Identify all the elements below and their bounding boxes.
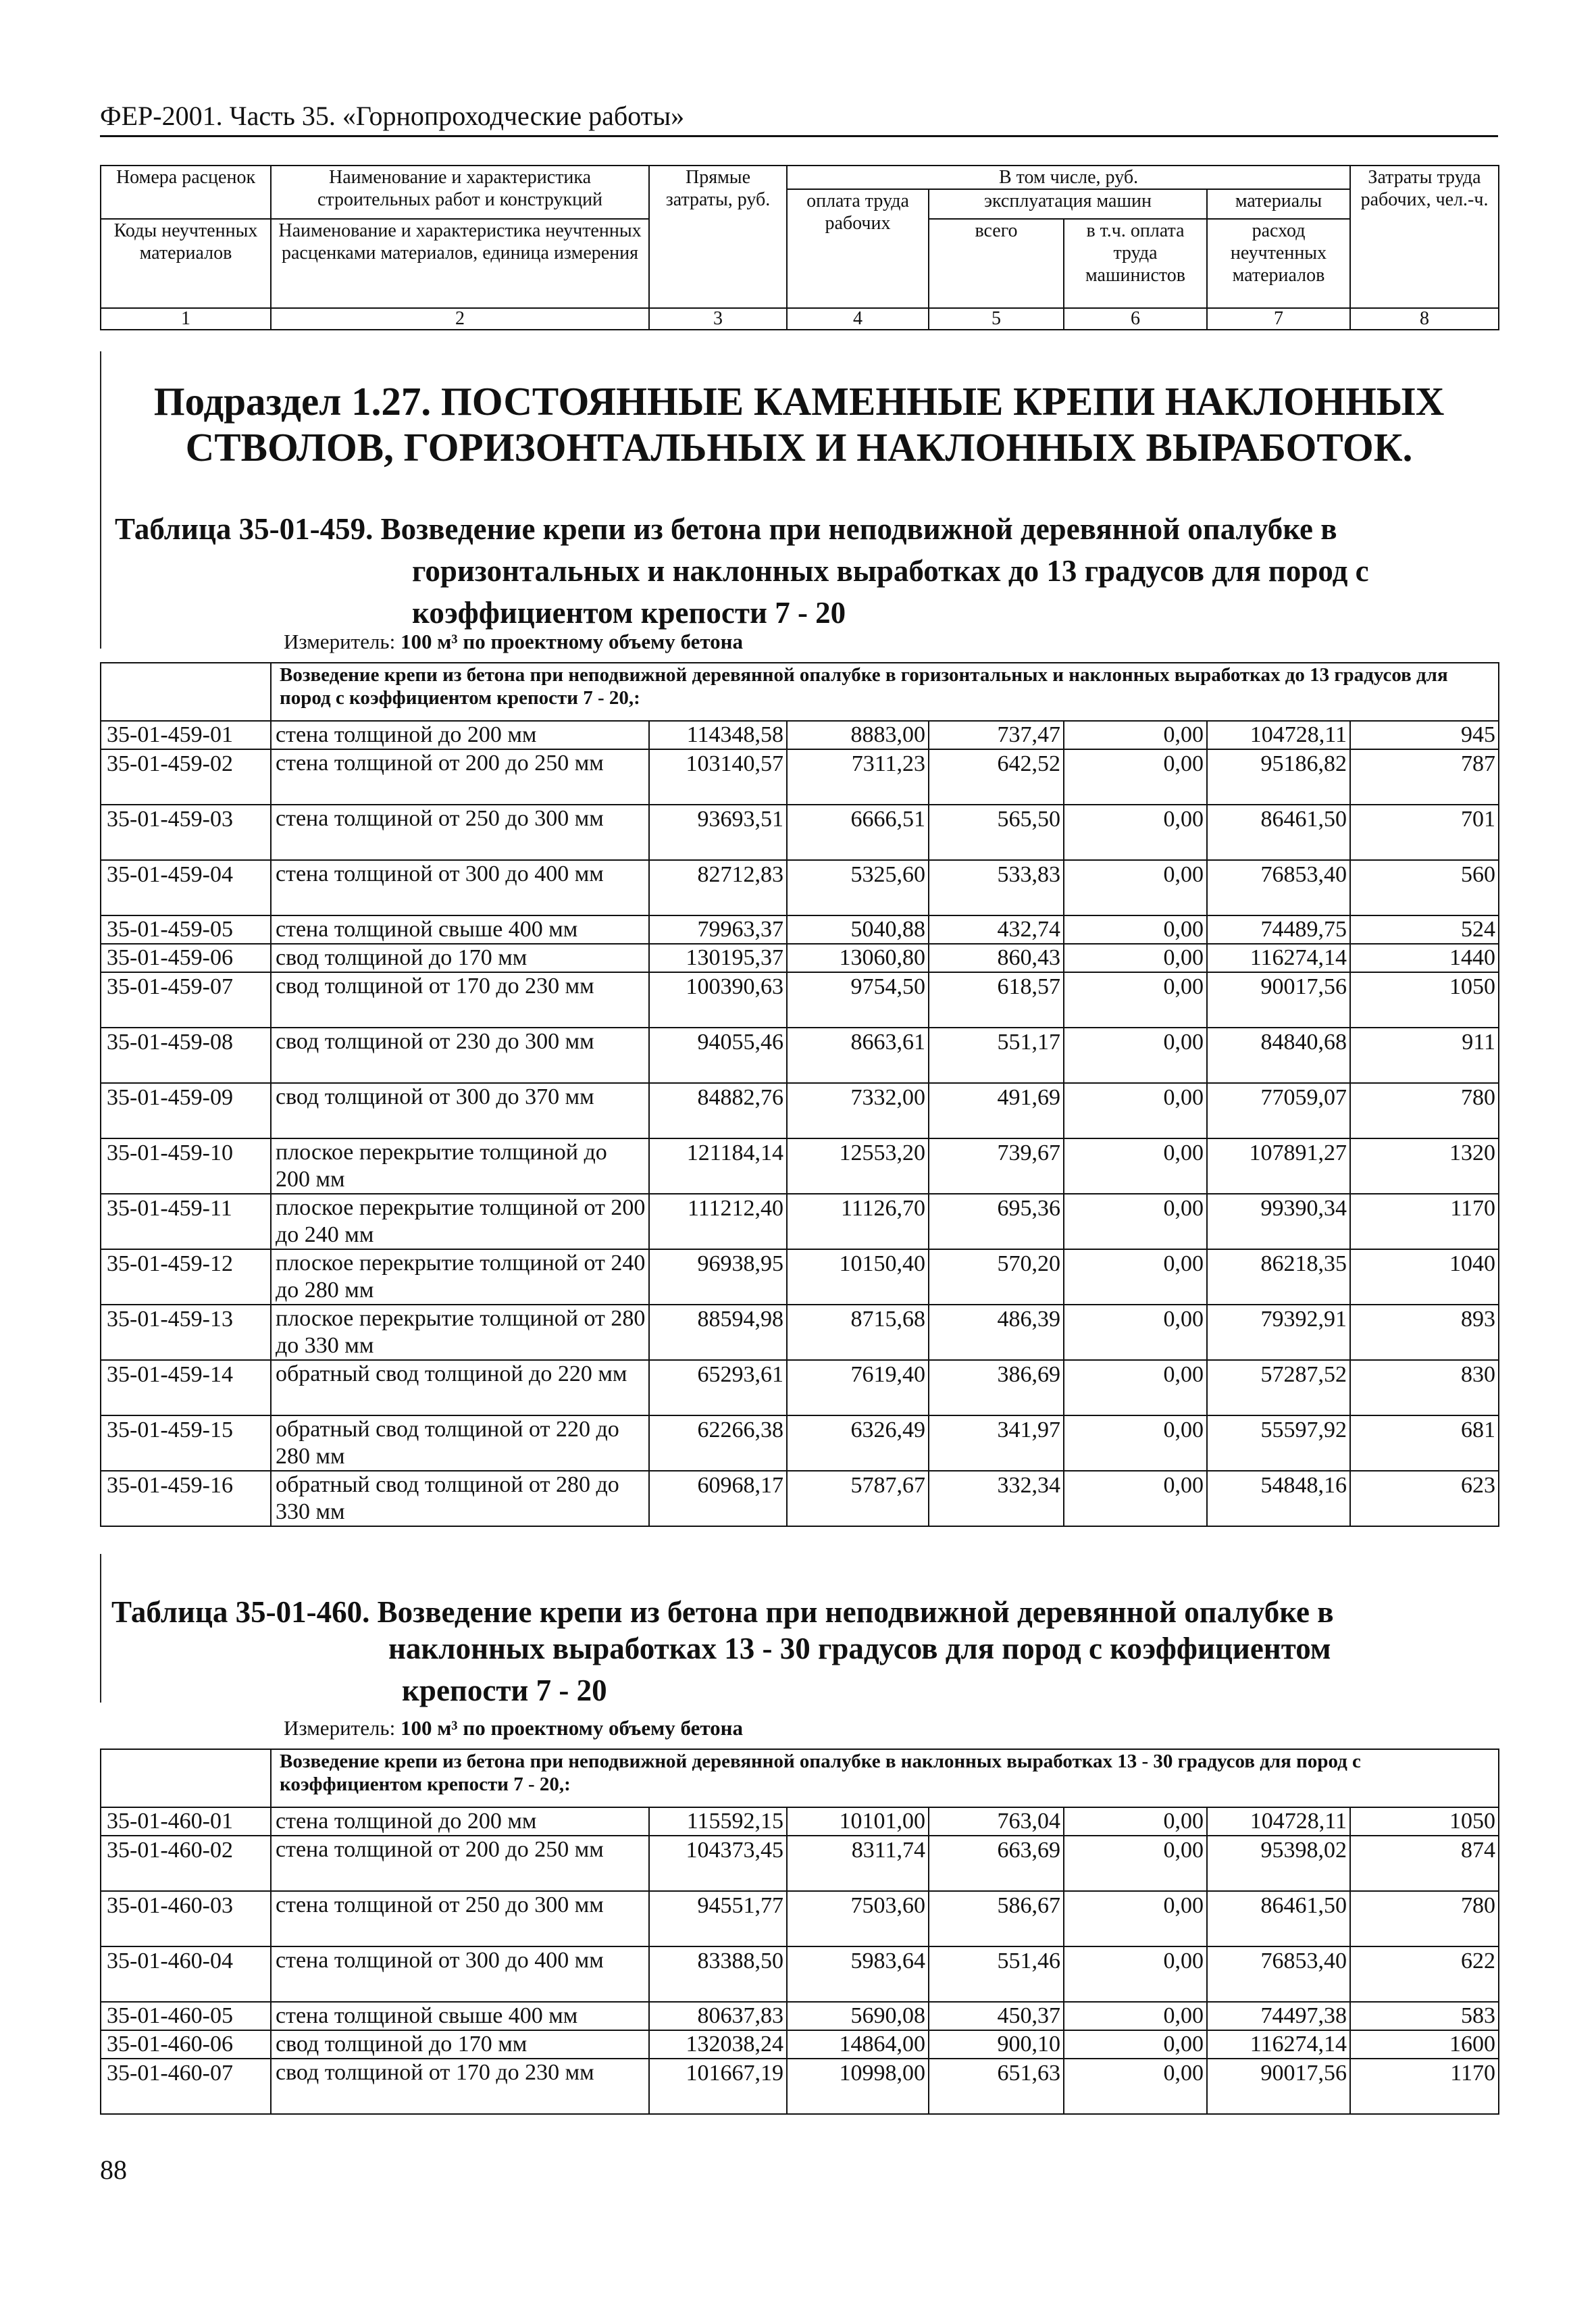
machine-cost: 695,36: [929, 1194, 1064, 1249]
direct-cost: 115592,15: [649, 1807, 787, 1836]
rate-code: 35-01-459-04: [101, 860, 271, 915]
operator-labor-cost: 0,00: [1064, 1083, 1207, 1138]
operator-labor-cost: 0,00: [1064, 1305, 1207, 1360]
rate-code: 35-01-460-02: [101, 1836, 271, 1891]
operator-labor-cost: 0,00: [1064, 1360, 1207, 1415]
labor-hours: 701: [1350, 805, 1499, 860]
operator-labor-cost: 0,00: [1064, 1946, 1207, 2002]
table-row: [101, 1807, 1499, 1836]
labor-cost: 5787,67: [787, 1471, 929, 1526]
table-460-group-title: Возведение крепи из бетона при неподвижной деревянной опалубке в наклонных выработках 13 - 30 градусов для пород с коэффициентом крепости 7 - 20,:: [271, 1749, 1499, 1807]
direct-cost: 111212,40: [649, 1194, 787, 1249]
labor-hours: 780: [1350, 1083, 1499, 1138]
labor-hours: 874: [1350, 1836, 1499, 1891]
machine-cost: 332,34: [929, 1471, 1064, 1526]
rate-code: 35-01-459-09: [101, 1083, 271, 1138]
machine-cost: 486,39: [929, 1305, 1064, 1360]
table-459-title-line3: коэффициентом крепости 7 - 20: [412, 596, 846, 630]
col6-header: в т.ч. оплата труда машинистов: [1064, 219, 1207, 308]
col1-header-top: Номера расценок: [101, 166, 271, 219]
group-header: В том числе, руб.: [787, 166, 1350, 189]
table-459-group-title: Возведение крепи из бетона при неподвижной деревянной опалубке в горизонтальных и наклонных выработках до 13 градусов для пород с коэффициентом крепости 7 - 20,:: [271, 663, 1499, 721]
operator-labor-cost: 0,00: [1064, 721, 1207, 749]
col-number: 4: [787, 308, 929, 330]
labor-hours: 681: [1350, 1415, 1499, 1471]
machine-cost: 737,47: [929, 721, 1064, 749]
materials-cost: 54848,16: [1207, 1471, 1350, 1526]
col1-header-bottom: Коды неучтенных материалов: [101, 219, 271, 308]
table-row: [101, 860, 1499, 915]
group-code-cell: [101, 1749, 271, 1807]
table-row: [101, 944, 1499, 972]
operator-labor-cost: 0,00: [1064, 1194, 1207, 1249]
table-460-title-line3: крепости 7 - 20: [402, 1674, 607, 1707]
work-description: свод толщиной от 230 до 300 мм: [271, 1028, 649, 1083]
materials-cost: 84840,68: [1207, 1028, 1350, 1083]
work-description: стена толщиной от 200 до 250 мм: [271, 749, 649, 805]
table-row: [101, 1946, 1499, 2002]
col8-header: Затраты труда рабочих, чел.-ч.: [1350, 166, 1499, 308]
direct-cost: 93693,51: [649, 805, 787, 860]
work-description: свод толщиной до 170 мм: [271, 944, 649, 972]
direct-cost: 100390,63: [649, 972, 787, 1028]
labor-cost: 7619,40: [787, 1360, 929, 1415]
subsection-title: Подраздел 1.27. ПОСТОЯННЫЕ КАМЕННЫЕ КРЕПИ НАКЛОННЫХ СТВОЛОВ, ГОРИЗОНТАЛЬНЫХ И НАКЛОННЫХ ВЫРАБОТОК.: [153, 379, 1445, 470]
col7-header: расход неучтенных материалов: [1207, 219, 1350, 308]
rate-code: 35-01-459-05: [101, 915, 271, 944]
rate-code: 35-01-459-06: [101, 944, 271, 972]
direct-cost: 104373,45: [649, 1836, 787, 1891]
rate-code: 35-01-459-13: [101, 1305, 271, 1360]
labor-cost: 5983,64: [787, 1946, 929, 2002]
labor-hours: 780: [1350, 1891, 1499, 1946]
work-description: стена толщиной от 300 до 400 мм: [271, 1946, 649, 2002]
column-header-table: [100, 165, 1499, 330]
direct-cost: 94551,77: [649, 1891, 787, 1946]
table-row: [101, 972, 1499, 1028]
labor-hours: 1050: [1350, 972, 1499, 1028]
direct-cost: 96938,95: [649, 1249, 787, 1305]
materials-cost: 104728,11: [1207, 1807, 1350, 1836]
materials-cost: 95186,82: [1207, 749, 1350, 805]
table-459-measure: [284, 630, 743, 654]
col3-header: Прямые затраты, руб.: [649, 166, 787, 308]
rate-code: 35-01-459-08: [101, 1028, 271, 1083]
machine-cost: 432,74: [929, 915, 1064, 944]
direct-cost: 130195,37: [649, 944, 787, 972]
table-row: [101, 1471, 1499, 1526]
work-description: плоское перекрытие толщиной до 200 мм: [271, 1138, 649, 1194]
labor-cost: 5040,88: [787, 915, 929, 944]
col-number: 7: [1207, 308, 1350, 330]
materials-cost: 86461,50: [1207, 1891, 1350, 1946]
direct-cost: 121184,14: [649, 1138, 787, 1194]
labor-hours: 945: [1350, 721, 1499, 749]
rate-code: 35-01-460-05: [101, 2002, 271, 2030]
table-row: [101, 1249, 1499, 1305]
materials-cost: 95398,02: [1207, 1836, 1350, 1891]
operator-labor-cost: 0,00: [1064, 944, 1207, 972]
labor-hours: 583: [1350, 2002, 1499, 2030]
machines-header: эксплуатация машин: [929, 189, 1207, 219]
rate-code: 35-01-459-02: [101, 749, 271, 805]
labor-cost: 10998,00: [787, 2059, 929, 2114]
materials-cost: 116274,14: [1207, 944, 1350, 972]
machine-cost: 860,43: [929, 944, 1064, 972]
work-description: стена толщиной свыше 400 мм: [271, 2002, 649, 2030]
col-number: 1: [101, 308, 271, 330]
materials-cost: 116274,14: [1207, 2030, 1350, 2059]
labor-hours: 1170: [1350, 1194, 1499, 1249]
work-description: стена толщиной до 200 мм: [271, 1807, 649, 1836]
machine-cost: 565,50: [929, 805, 1064, 860]
table-460-title: [111, 1591, 1496, 1719]
group-code-cell: [101, 663, 271, 721]
direct-cost: 94055,46: [649, 1028, 787, 1083]
table-row: [101, 1891, 1499, 1946]
materials-cost: 74497,38: [1207, 2002, 1350, 2030]
operator-labor-cost: 0,00: [1064, 972, 1207, 1028]
labor-cost: 14864,00: [787, 2030, 929, 2059]
labor-cost: 9754,50: [787, 972, 929, 1028]
measure-label: Измеритель:: [284, 1716, 396, 1740]
table-460-measure: [284, 1716, 743, 1740]
labor-cost: 10150,40: [787, 1249, 929, 1305]
table-row: [101, 1028, 1499, 1083]
table-459-title-line1: Таблица 35-01-459. Возведение крепи из бетона при неподвижной деревянной опалубке в: [115, 512, 1337, 546]
operator-labor-cost: 0,00: [1064, 1138, 1207, 1194]
table-row: [101, 2002, 1499, 2030]
materials-cost: 77059,07: [1207, 1083, 1350, 1138]
work-description: свод толщиной от 170 до 230 мм: [271, 972, 649, 1028]
operator-labor-cost: 0,00: [1064, 2030, 1207, 2059]
materials-header: материалы: [1207, 189, 1350, 219]
direct-cost: 83388,50: [649, 1946, 787, 2002]
operator-labor-cost: 0,00: [1064, 1807, 1207, 1836]
labor-cost: 8311,74: [787, 1836, 929, 1891]
operator-labor-cost: 0,00: [1064, 1249, 1207, 1305]
labor-hours: 911: [1350, 1028, 1499, 1083]
materials-cost: 107891,27: [1207, 1138, 1350, 1194]
labor-cost: 5690,08: [787, 2002, 929, 2030]
work-description: свод толщиной от 300 до 370 мм: [271, 1083, 649, 1138]
direct-cost: 62266,38: [649, 1415, 787, 1471]
work-description: стена толщиной свыше 400 мм: [271, 915, 649, 944]
direct-cost: 82712,83: [649, 860, 787, 915]
table-460: [100, 1749, 1499, 2115]
table-row: [101, 721, 1499, 749]
table-row: [101, 2030, 1499, 2059]
col-number: 8: [1350, 308, 1499, 330]
materials-cost: 90017,56: [1207, 972, 1350, 1028]
table-459-title-line2: горизонтальных и наклонных выработках до 13 градусов для пород с: [412, 554, 1369, 588]
work-description: стена толщиной от 250 до 300 мм: [271, 1891, 649, 1946]
materials-cost: 76853,40: [1207, 860, 1350, 915]
work-description: стена толщиной от 250 до 300 мм: [271, 805, 649, 860]
machine-cost: 900,10: [929, 2030, 1064, 2059]
table-row: [101, 1415, 1499, 1471]
col2-header-bottom: Наименование и характеристика неучтенных расценками материалов, единица измерения: [271, 219, 649, 308]
rate-code: 35-01-459-14: [101, 1360, 271, 1415]
measure-value: 100 м³ по проектному объему бетона: [400, 1716, 744, 1740]
work-description: плоское перекрытие толщиной от 240 до 280 мм: [271, 1249, 649, 1305]
rate-code: 35-01-459-16: [101, 1471, 271, 1526]
machine-cost: 551,17: [929, 1028, 1064, 1083]
rate-code: 35-01-459-03: [101, 805, 271, 860]
rate-code: 35-01-459-12: [101, 1249, 271, 1305]
col2-header-top: Наименование и характеристика строительных работ и конструкций: [271, 166, 649, 219]
machine-cost: 663,69: [929, 1836, 1064, 1891]
rate-code: 35-01-460-01: [101, 1807, 271, 1836]
labor-hours: 560: [1350, 860, 1499, 915]
rate-code: 35-01-459-11: [101, 1194, 271, 1249]
materials-cost: 86461,50: [1207, 805, 1350, 860]
table-row: [101, 1194, 1499, 1249]
labor-hours: 622: [1350, 1946, 1499, 2002]
direct-cost: 101667,19: [649, 2059, 787, 2114]
operator-labor-cost: 0,00: [1064, 860, 1207, 915]
labor-cost: 13060,80: [787, 944, 929, 972]
labor-cost: 7503,60: [787, 1891, 929, 1946]
col5-header: всего: [929, 219, 1064, 308]
col-number: 3: [649, 308, 787, 330]
col-number: 2: [271, 308, 649, 330]
work-description: плоское перекрытие толщиной от 200 до 240 мм: [271, 1194, 649, 1249]
labor-hours: 1170: [1350, 2059, 1499, 2114]
col-number: 6: [1064, 308, 1207, 330]
machine-cost: 763,04: [929, 1807, 1064, 1836]
work-description: стена толщиной от 300 до 400 мм: [271, 860, 649, 915]
table-row: [101, 1305, 1499, 1360]
table-459-title: [115, 508, 1499, 636]
table-row: [101, 2059, 1499, 2114]
direct-cost: 60968,17: [649, 1471, 787, 1526]
rate-code: 35-01-460-03: [101, 1891, 271, 1946]
operator-labor-cost: 0,00: [1064, 749, 1207, 805]
labor-cost: 10101,00: [787, 1807, 929, 1836]
direct-cost: 80637,83: [649, 2002, 787, 2030]
machine-cost: 586,67: [929, 1891, 1064, 1946]
running-header: ФЕР-2001. Часть 35. «Горнопроходческие работы»: [100, 101, 685, 131]
direct-cost: 65293,61: [649, 1360, 787, 1415]
measure-value: 100 м³ по проектному объему бетона: [400, 630, 744, 653]
machine-cost: 570,20: [929, 1249, 1064, 1305]
operator-labor-cost: 0,00: [1064, 1028, 1207, 1083]
rate-code: 35-01-460-04: [101, 1946, 271, 2002]
work-description: обратный свод толщиной от 280 до 330 мм: [271, 1471, 649, 1526]
operator-labor-cost: 0,00: [1064, 1891, 1207, 1946]
labor-cost: 8883,00: [787, 721, 929, 749]
rate-code: 35-01-459-15: [101, 1415, 271, 1471]
labor-hours: 524: [1350, 915, 1499, 944]
rate-code: 35-01-459-01: [101, 721, 271, 749]
labor-cost: 6666,51: [787, 805, 929, 860]
table-row: [101, 915, 1499, 944]
operator-labor-cost: 0,00: [1064, 1836, 1207, 1891]
machine-cost: 618,57: [929, 972, 1064, 1028]
work-description: стена толщиной от 200 до 250 мм: [271, 1836, 649, 1891]
direct-cost: 103140,57: [649, 749, 787, 805]
rate-code: 35-01-460-06: [101, 2030, 271, 2059]
rate-code: 35-01-460-07: [101, 2059, 271, 2114]
work-description: стена толщиной до 200 мм: [271, 721, 649, 749]
direct-cost: 79963,37: [649, 915, 787, 944]
materials-cost: 86218,35: [1207, 1249, 1350, 1305]
col-number: 5: [929, 308, 1064, 330]
table-row: [101, 1083, 1499, 1138]
labor-hours: 893: [1350, 1305, 1499, 1360]
left-margin-rule: [100, 1554, 101, 1703]
page-number: 88: [100, 2155, 127, 2185]
materials-cost: 99390,34: [1207, 1194, 1350, 1249]
machine-cost: 739,67: [929, 1138, 1064, 1194]
operator-labor-cost: 0,00: [1064, 2002, 1207, 2030]
operator-labor-cost: 0,00: [1064, 805, 1207, 860]
measure-label: Измеритель:: [284, 630, 396, 653]
work-description: обратный свод толщиной до 220 мм: [271, 1360, 649, 1415]
machine-cost: 491,69: [929, 1083, 1064, 1138]
labor-cost: 12553,20: [787, 1138, 929, 1194]
table-459: [100, 662, 1499, 1527]
col4-header: оплата труда рабочих: [787, 189, 929, 308]
header-rule: [100, 135, 1498, 137]
labor-hours: 1440: [1350, 944, 1499, 972]
table-row: [101, 805, 1499, 860]
labor-hours: 787: [1350, 749, 1499, 805]
machine-cost: 386,69: [929, 1360, 1064, 1415]
materials-cost: 104728,11: [1207, 721, 1350, 749]
rate-code: 35-01-459-10: [101, 1138, 271, 1194]
work-description: обратный свод толщиной от 220 до 280 мм: [271, 1415, 649, 1471]
machine-cost: 450,37: [929, 2002, 1064, 2030]
labor-hours: 1050: [1350, 1807, 1499, 1836]
machine-cost: 551,46: [929, 1946, 1064, 2002]
rate-code: 35-01-459-07: [101, 972, 271, 1028]
work-description: плоское перекрытие толщиной от 280 до 330 мм: [271, 1305, 649, 1360]
materials-cost: 55597,92: [1207, 1415, 1350, 1471]
table-row: [101, 1138, 1499, 1194]
labor-hours: 1600: [1350, 2030, 1499, 2059]
labor-cost: 8663,61: [787, 1028, 929, 1083]
machine-cost: 533,83: [929, 860, 1064, 915]
machine-cost: 341,97: [929, 1415, 1064, 1471]
machine-cost: 642,52: [929, 749, 1064, 805]
operator-labor-cost: 0,00: [1064, 1415, 1207, 1471]
direct-cost: 114348,58: [649, 721, 787, 749]
materials-cost: 57287,52: [1207, 1360, 1350, 1415]
labor-hours: 1320: [1350, 1138, 1499, 1194]
labor-hours: 830: [1350, 1360, 1499, 1415]
labor-cost: 11126,70: [787, 1194, 929, 1249]
labor-cost: 7332,00: [787, 1083, 929, 1138]
operator-labor-cost: 0,00: [1064, 915, 1207, 944]
labor-hours: 623: [1350, 1471, 1499, 1526]
labor-cost: 8715,68: [787, 1305, 929, 1360]
work-description: свод толщиной до 170 мм: [271, 2030, 649, 2059]
machine-cost: 651,63: [929, 2059, 1064, 2114]
work-description: свод толщиной от 170 до 230 мм: [271, 2059, 649, 2114]
direct-cost: 88594,98: [649, 1305, 787, 1360]
operator-labor-cost: 0,00: [1064, 1471, 1207, 1526]
materials-cost: 79392,91: [1207, 1305, 1350, 1360]
table-row: [101, 1360, 1499, 1415]
materials-cost: 74489,75: [1207, 915, 1350, 944]
direct-cost: 132038,24: [649, 2030, 787, 2059]
table-row: [101, 1836, 1499, 1891]
labor-cost: 6326,49: [787, 1415, 929, 1471]
labor-cost: 7311,23: [787, 749, 929, 805]
direct-cost: 84882,76: [649, 1083, 787, 1138]
labor-hours: 1040: [1350, 1249, 1499, 1305]
materials-cost: 76853,40: [1207, 1946, 1350, 2002]
table-row: [101, 749, 1499, 805]
table-460-title-line1: Таблица 35-01-460. Возведение крепи из бетона при неподвижной деревянной опалубке в: [111, 1595, 1334, 1629]
materials-cost: 90017,56: [1207, 2059, 1350, 2114]
labor-cost: 5325,60: [787, 860, 929, 915]
operator-labor-cost: 0,00: [1064, 2059, 1207, 2114]
table-460-title-line2: наклонных выработках 13 - 30 градусов для пород с коэффициентом: [388, 1632, 1331, 1665]
